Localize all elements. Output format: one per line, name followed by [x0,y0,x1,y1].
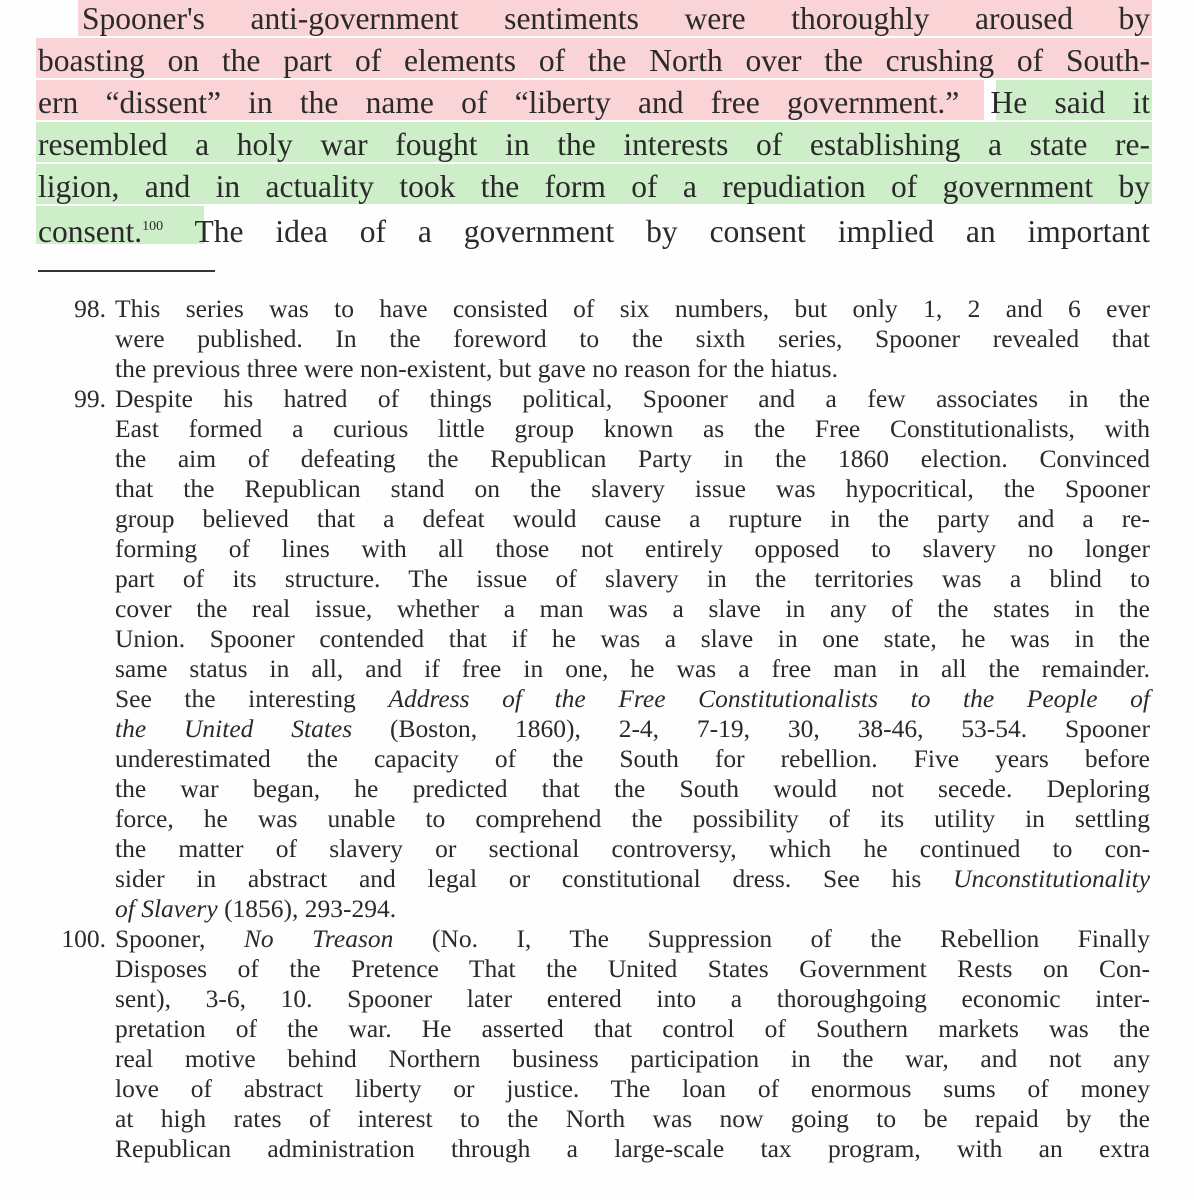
paragraph-line [38,206,1150,248]
footnote-line: love of abstract liberty or justice. The loan of enormous sums of money [115,1074,1150,1103]
footnote-number: 99. [74,384,106,413]
footnote-number: 98. [74,294,106,323]
text-span: See the interesting [115,684,356,713]
paragraph-line [38,166,1150,208]
footnote-line [115,684,1150,714]
footnote-line: sent), 3-6, 10. Spooner later entered into a thoroughgoing economic inter- [115,984,1150,1013]
footnote-line: real motive behind Northern business participation in the war, and not any [115,1044,1150,1073]
text-span: (Boston, 1860), 2-4, 7-19, 30, 38-46, 53-54. Spooner [390,714,1150,743]
footnote-line: the aim of defeating the Republican Party in the 1860 election. Convinced [115,444,1150,473]
text-span: Spooner, [115,924,206,953]
paragraph-line [38,124,1150,166]
footnote-line: part of its structure. The issue of slavery in the territories was a blind to [115,564,1150,593]
footnote-line: force, he was unable to comprehend the possibility of its utility in settling [115,804,1150,833]
footnote-line: the matter of slavery or sectional controversy, which he continued to con- [115,834,1150,863]
footnote-line: same status in all, and if free in one, he was a free man in all the remainder. [115,654,1150,683]
paragraph-line [38,0,1150,40]
text-span: Spooner's anti-government sentiments were thoroughly aroused by [82,1,1150,36]
footnote-separator [38,270,215,272]
italic-title: of Slavery [115,894,218,923]
footnote-number: 100. [61,924,106,953]
text-span: He said it [990,85,1150,120]
footnote-ref-100[interactable]: 100 [142,219,164,234]
text-span: (No. I, The Suppression of the Rebellion Finally [431,924,1151,953]
text-span: The idea of a government by consent implied an important [194,214,1150,249]
footnote-line: were published. In the foreword to the sixth series, Spooner revealed that [115,324,1150,353]
text-span: resembled a holy war fought in the interests of establishing a state re- [38,127,1150,162]
text-span: consent. [38,214,143,249]
italic-title: the United States [115,714,353,743]
italic-title: Address of the Free Constitutionalists to the People of [388,684,1150,713]
footnote-line: pretation of the war. He asserted that control of Southern markets was the [115,1014,1150,1043]
text-span: sider in abstract and legal or constitutional dress. See his [115,864,922,893]
footnote-line: underestimated the capacity of the South for rebellion. Five years before [115,744,1150,773]
text-span: (1856), 293-294. [224,894,397,923]
footnote-line [115,864,1150,894]
footnote-line: Despite his hatred of things political, Spooner and a few associates in the [115,384,1150,413]
paragraph-line [38,82,1150,124]
footnote-line: Disposes of the Pretence That the United States Government Rests on Con- [115,954,1150,983]
italic-title: Unconstitutionality [953,864,1151,893]
italic-title: No Treason [243,924,394,953]
text-span: boasting on the part of elements of the North over the crushing of South- [38,43,1150,78]
footnote-line: the war began, he predicted that the South would not secede. Deploring [115,774,1150,803]
footnote-line: group believed that a defeat would cause a rupture in the party and a re- [115,504,1150,533]
footnote-line: the previous three were non-existent, but gave no reason for the hiatus. [115,354,838,383]
footnote-line [115,894,396,924]
text-span: ligion, and in actuality took the form of a repudiation of government by [38,169,1150,204]
footnote-line: Union. Spooner contended that if he was a slave in one state, he was in the [115,624,1150,653]
footnote-line: This series was to have consisted of six numbers, but only 1, 2 and 6 ever [115,294,1150,323]
text-span: ern “dissent” in the name of “liberty and free government.” [38,85,960,120]
paragraph-line [38,40,1150,82]
footnote-line: forming of lines with all those not entirely opposed to slavery no longer [115,534,1150,563]
footnote-line: cover the real issue, whether a man was a slave in any of the states in the [115,594,1150,623]
footnote-line [115,714,1150,744]
footnote-line [115,924,1150,954]
footnote-line: that the Republican stand on the slavery issue was hypocritical, the Spooner [115,474,1150,503]
footnote-line: East formed a curious little group known as the Free Constitutionalists, with [115,414,1150,443]
footnote-line: at high rates of interest to the North was now going to be repaid by the [115,1104,1150,1133]
footnote-line: Republican administration through a large-scale tax program, with an extra [115,1134,1150,1163]
